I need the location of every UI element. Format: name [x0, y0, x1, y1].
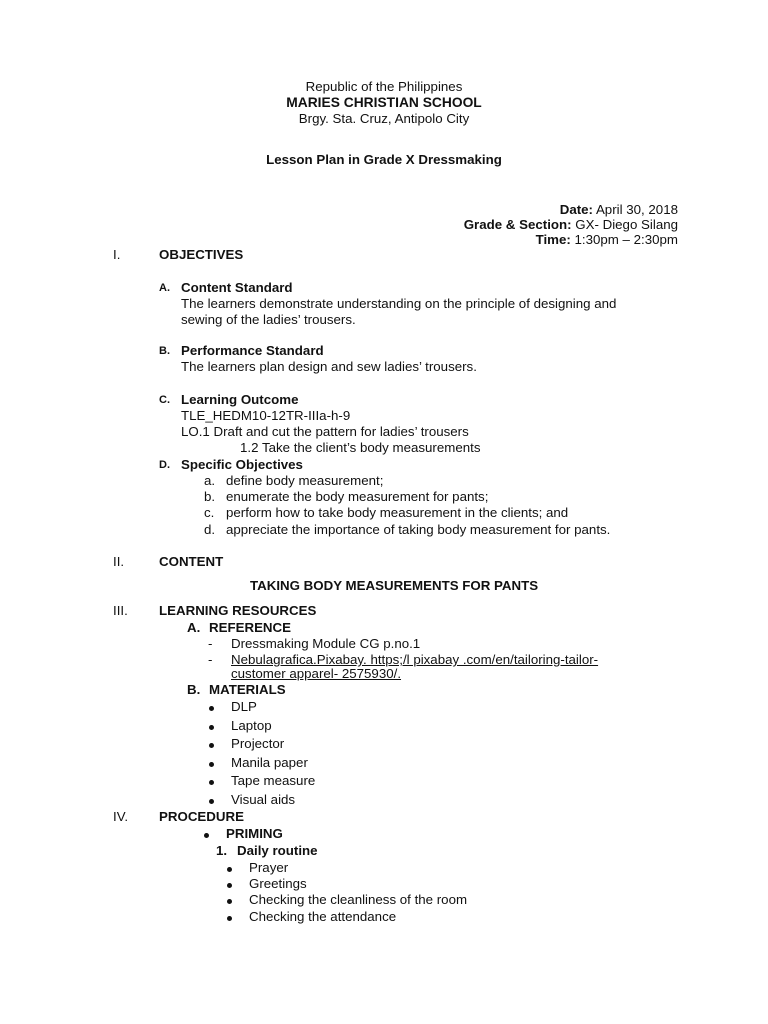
materials-letter: B.: [187, 682, 201, 697]
procedure-heading: PROCEDURE: [159, 809, 244, 824]
bullet-icon: [209, 743, 214, 748]
learning-outcome-lo1: LO.1 Draft and cut the pattern for ladies’ trousers: [181, 424, 469, 439]
time-label: Time:: [535, 232, 571, 247]
routine-item: Greetings: [249, 876, 307, 891]
material-item: Tape measure: [231, 773, 316, 788]
materials-heading: MATERIALS: [209, 682, 286, 697]
section-numeral-2: II.: [113, 554, 125, 569]
reference-letter: A.: [187, 620, 201, 635]
material-item: Manila paper: [231, 755, 308, 770]
date-label: Date:: [559, 202, 593, 217]
reference-item: Dressmaking Module CG p.no.1: [231, 636, 421, 651]
bullet-icon: [227, 883, 232, 888]
time-value: 1:30pm – 2:30pm: [574, 232, 678, 247]
routine-item: Checking the attendance: [249, 909, 397, 924]
material-item: Projector: [231, 736, 285, 751]
routine-item: Checking the cleanliness of the room: [249, 892, 468, 907]
objective-text: enumerate the body measurement for pants;: [226, 489, 489, 504]
bullet-icon: [209, 762, 214, 767]
bullet-icon: [227, 916, 232, 921]
performance-standard-letter: B.: [159, 345, 170, 357]
content-standard-text-2: sewing of the ladies’ trousers.: [181, 312, 356, 327]
material-item: Visual aids: [231, 792, 296, 807]
objective-marker: c.: [204, 505, 215, 520]
bullet-icon: [209, 799, 214, 804]
bullet-icon: [227, 867, 232, 872]
time-line: [536, 232, 678, 248]
learning-resources-heading: LEARNING RESOURCES: [159, 603, 317, 618]
content-heading: CONTENT: [159, 554, 224, 569]
learning-outcome-lo12: 1.2 Take the client’s body measurements: [240, 440, 481, 455]
objective-marker: b.: [204, 489, 216, 504]
content-standard-heading: Content Standard: [181, 280, 293, 295]
date-line: [560, 202, 678, 218]
routine-item: Prayer: [249, 860, 289, 875]
grade-section-line: [464, 217, 678, 233]
specific-objectives-letter: D.: [159, 459, 170, 471]
section-numeral-3: III.: [113, 603, 128, 618]
material-item: DLP: [231, 699, 257, 714]
header-address: Brgy. Sta. Cruz, Antipolo City: [298, 111, 470, 126]
date-value: April 30, 2018: [595, 202, 678, 217]
objective-text: appreciate the importance of taking body measurement for pants.: [226, 522, 611, 537]
header-republic: Republic of the Philippines: [305, 79, 463, 94]
bullet-icon: [227, 899, 232, 904]
performance-standard-heading: Performance Standard: [181, 343, 324, 358]
grade-section-value: GX- Diego Silang: [575, 217, 678, 232]
objective-text: perform how to take body measurement in the clients; and: [226, 505, 569, 520]
bullet-icon: [209, 780, 214, 785]
objective-marker: d.: [204, 522, 216, 537]
learning-outcome-heading: Learning Outcome: [181, 392, 299, 407]
learning-outcome-letter: C.: [159, 394, 170, 406]
content-topic: TAKING BODY MEASUREMENTS FOR PANTS: [250, 578, 539, 593]
grade-section-label: Grade & Section:: [463, 217, 572, 232]
reference-marker: -: [208, 652, 213, 667]
objective-marker: a.: [204, 473, 216, 488]
content-standard-text-1: The learners demonstrate understanding on the principle of designing and: [181, 296, 617, 311]
bullet-icon: [209, 725, 214, 730]
daily-routine-heading: Daily routine: [237, 843, 318, 858]
material-item: Laptop: [231, 718, 272, 733]
bullet-icon: [204, 833, 209, 838]
performance-standard-text: The learners plan design and sew ladies’ trousers.: [181, 359, 477, 374]
section-numeral-1: I.: [113, 247, 121, 262]
reference-marker: -: [208, 636, 213, 651]
objectives-heading: OBJECTIVES: [159, 247, 244, 262]
header-school-name: MARIES CHRISTIAN SCHOOL: [286, 95, 482, 110]
learning-outcome-code: TLE_HEDM10-12TR-IIIa-h-9: [181, 408, 351, 423]
reference-link-continued[interactable]: customer apparel- 2575930/.: [231, 666, 402, 681]
reference-link[interactable]: Nebulagrafica.Pixabay. https;/l pixabay .com/en/tailoring-tailor-: [231, 652, 599, 667]
bullet-icon: [209, 706, 214, 711]
document-title: Lesson Plan in Grade X Dressmaking: [266, 152, 502, 167]
priming-heading: PRIMING: [226, 826, 283, 841]
reference-heading: REFERENCE: [209, 620, 292, 635]
objective-text: define body measurement;: [226, 473, 384, 488]
content-standard-letter: A.: [159, 282, 170, 294]
daily-routine-number: 1.: [216, 843, 228, 858]
section-numeral-4: IV.: [113, 809, 129, 824]
specific-objectives-heading: Specific Objectives: [181, 457, 303, 472]
